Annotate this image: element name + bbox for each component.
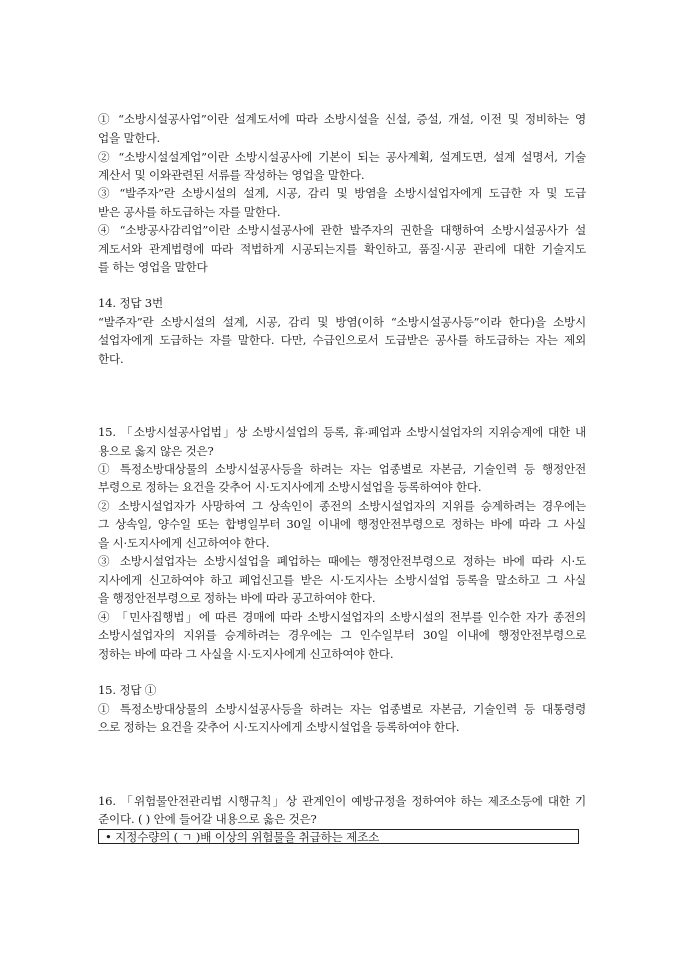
answer-15-line-1: ① 특정소방대상물의 소방시설공사등을 하려는 자는 업종별로 자본금, 기술인력 등 대통령령 (98, 702, 586, 716)
question-15-choice-2-line-2: 그 상속일, 양수일 또는 합병일부터 30일 이내에 행정안전부령으로 정하는 바에 따라 그 사실 (98, 517, 586, 531)
answer-14-heading: 14. 정답 3번 (98, 296, 163, 310)
answer-15-line-2: 으로 정하는 요건을 갖추어 시·도지사에게 소방시설업을 등록하여야 한다. (98, 720, 460, 734)
question-15-line-1: 15. 「소방시설공사업법」상 소방시설업의 등록, 휴·폐업과 소방시설업자의 지위승계에 대한 내 (98, 425, 586, 439)
question-15-choice-3-line-3: 을 행정안전부령으로 정하는 바에 따라 공고하여야 한다. (98, 591, 376, 605)
choice-13-4-line-2: 계도서와 관계법령에 따라 적법하게 시공되는지를 확인하고, 품질·시공 관리에 대한 기술지도 (98, 242, 586, 256)
question-15-choice-3-line-1: ③ 소방시설업자는 소방시설업을 폐업하는 때에는 행정안전부령으로 정하는 바에 따라 시·도 (98, 554, 586, 568)
question-15-choice-1-line-1: ① 특정소방대상물의 소방시설공사등을 하려는 자는 업종별로 자본금, 기술인력 등 행정안전 (98, 462, 586, 476)
choice-13-3-line-1: ③ “발주자”란 소방시설의 설계, 시공, 감리 및 방염을 소방시설업자에게 도급한 자 및 도급 (98, 186, 586, 200)
choice-13-2-line-2: 계산서 및 이와관련된 서류를 작성하는 영업을 말한다. (98, 168, 365, 182)
question-15-choice-3-line-2: 지사에게 신고하여야 하고 폐업신고를 받은 시·도지사는 소방시설업 등록을 말소하고 그 사실 (98, 573, 586, 587)
choice-13-1-line-2: 업을 말한다. (98, 131, 160, 145)
answer-14-line-2: 설업자에게 도급하는 자를 말한다. 다만, 수급인으로서 도급받은 공사를 하도급하는 자는 제외 (98, 333, 586, 347)
choice-13-1-line-1: ① “소방시설공사업”이란 설계도서에 따라 소방시설을 신설, 증설, 개설, 이전 및 정비하는 영 (98, 112, 586, 126)
question-15-choice-4-line-2: 소방시설업자의 지위를 승계하려는 경우에는 그 인수일부터 30일 이내에 행정안전부령으로 (98, 628, 586, 642)
question-15-line-2: 용으로 옳지 않은 것은? (98, 444, 214, 458)
question-16-line-1: 16. 「위험물안전관리법 시행규칙」상 관계인이 예방규정을 정하여야 하는 제조소등에 대한 기 (98, 794, 586, 808)
condition-box (98, 829, 579, 844)
question-15-choice-4-line-1: ④ 「민사집행법」에 따른 경매에 따라 소방시설업자의 소방시설의 전부를 인수한 자가 종전의 (98, 610, 586, 624)
choice-13-2-line-1: ② “소방시설설계업”이란 소방시설공사에 기본이 되는 공사계획, 설계도면, 설계 설명서, 기술 (98, 150, 586, 164)
choice-13-3-line-2: 받은 공사를 하도급하는 자를 말한다. (98, 205, 281, 219)
choice-13-4-line-3: 를 하는 영업을 말한다 (98, 260, 208, 274)
question-15-choice-1-line-2: 부령으로 정하는 요건을 갖추어 시·도지사에게 소방시설업을 등록하여야 한다. (98, 480, 482, 494)
question-16-line-2: 준이다. ( ) 안에 들어갈 내용으로 옳은 것은? (98, 812, 317, 826)
question-15-choice-4-line-3: 정하는 바에 따라 그 사실을 시·도지사에게 신고하여야 한다. (98, 647, 394, 661)
answer-15-heading: 15. 정답 ① (98, 683, 157, 697)
question-15-choice-2-line-1: ② 소방시설업자가 사망하여 그 상속인이 종전의 소방시설업자의 지위를 승계하려는 경우에는 (98, 499, 586, 513)
answer-14-line-1: “발주자”란 소방시설의 설계, 시공, 감리 및 방염(이하 “소방시설공사등”이라 한다)을 소방시 (98, 315, 586, 329)
choice-13-4-line-1: ④ “소방공사감리업”이란 소방시설공사에 관한 발주자의 권한을 대행하여 소방시설공사가 설 (98, 223, 586, 237)
question-15-choice-2-line-3: 을 시·도지사에게 신고하여야 한다. (98, 536, 270, 550)
condition-box-text: • 지정수량의 ( ㄱ )배 이상의 위험물을 취급하는 제조소 (105, 830, 380, 844)
answer-14-line-3: 한다. (98, 352, 124, 366)
